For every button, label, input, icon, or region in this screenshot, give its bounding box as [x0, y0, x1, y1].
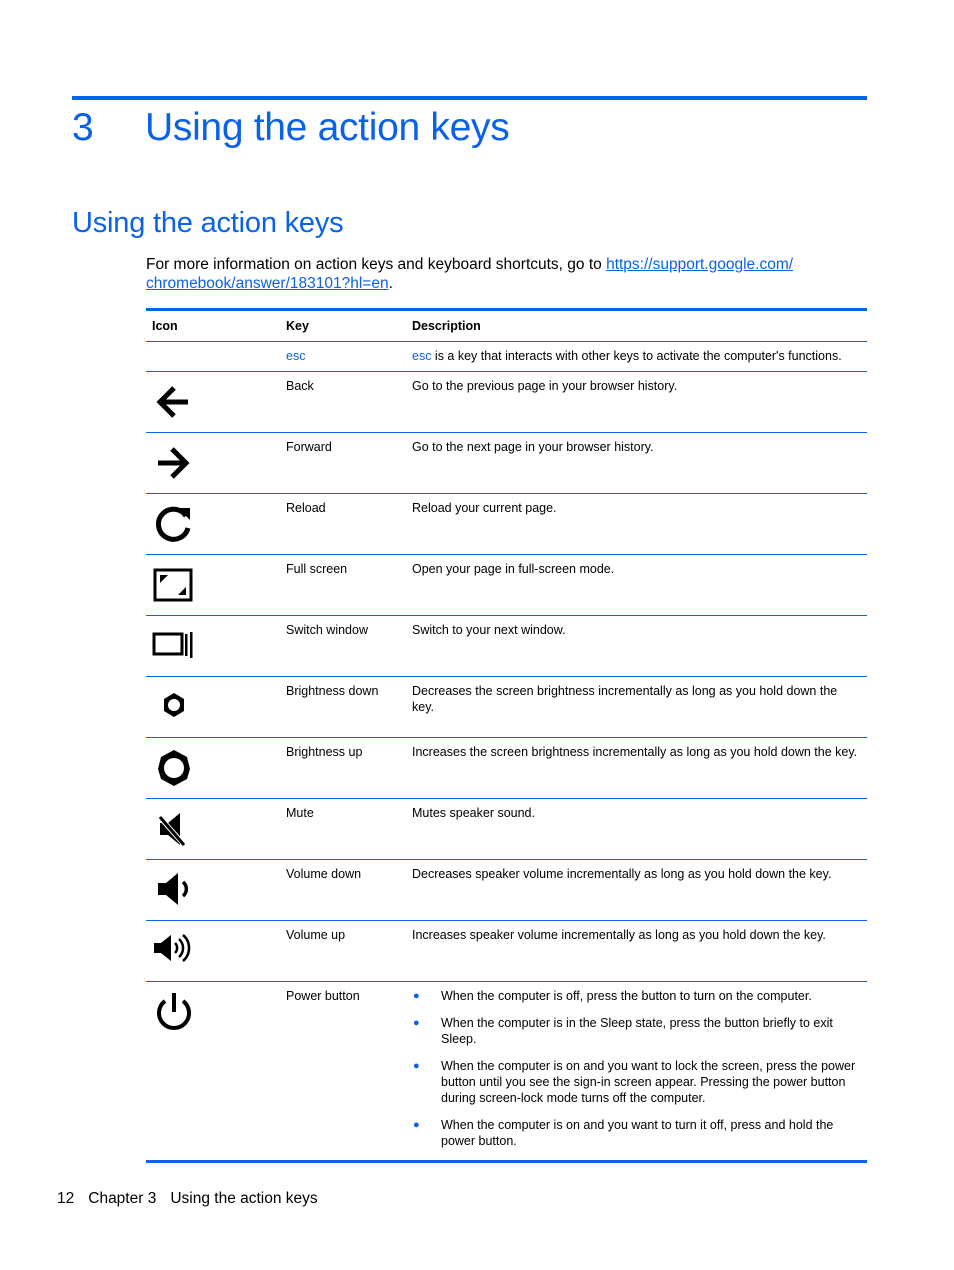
table-row	[146, 921, 867, 982]
brightness-down-icon	[152, 685, 196, 729]
key-description: Switch to your next window.	[412, 616, 867, 677]
switch-window-icon	[152, 624, 196, 668]
volume-down-icon	[152, 868, 196, 912]
table-row	[146, 555, 867, 616]
key-name: Power button	[286, 989, 360, 1003]
list-item: ● When the computer is off, press the button to turn on the computer.	[413, 989, 812, 1003]
chapter-number: 3	[72, 106, 94, 149]
header-icon: Icon	[146, 310, 286, 342]
brightness-up-icon	[152, 746, 196, 790]
power-bullet-list	[412, 988, 861, 1149]
volume-up-icon	[152, 929, 196, 973]
key-description: Reload your current page.	[412, 494, 867, 555]
key-description: Go to the next page in your browser history.	[412, 433, 867, 494]
footer-chapter-title: Using the action keys	[170, 1190, 318, 1207]
list-item: ● When the computer is in the Sleep state, press the button briefly to exit Sleep.	[413, 1016, 833, 1046]
mute-icon	[152, 807, 196, 851]
chapter-heading	[72, 106, 509, 150]
table-row	[146, 372, 867, 433]
table-row-esc	[146, 342, 867, 372]
forward-arrow-icon	[152, 441, 196, 485]
chapter-title: Using the action keys	[145, 106, 510, 149]
table-row	[146, 799, 867, 860]
key-description: Increases the screen brightness incrementally as long as you hold down the key.	[412, 738, 867, 799]
key-name: Full screen	[286, 555, 412, 616]
back-arrow-icon	[152, 380, 196, 424]
power-icon	[152, 990, 196, 1034]
section-title: Using the action keys	[72, 207, 344, 239]
key-description: Open your page in full-screen mode.	[412, 555, 867, 616]
table-row	[146, 860, 867, 921]
table-row	[146, 494, 867, 555]
table-row-power	[146, 982, 867, 1162]
page-footer	[57, 1190, 332, 1208]
support-link[interactable]: https://support.google.com/ chromebook/answer/183101?hl=en	[146, 256, 794, 292]
header-description: Description	[412, 310, 867, 342]
page-number: 12	[57, 1190, 75, 1207]
key-name: Forward	[286, 433, 412, 494]
table-row	[146, 616, 867, 677]
full-screen-icon	[152, 563, 196, 607]
key-name: Reload	[286, 494, 412, 555]
table-row	[146, 677, 867, 738]
key-name: Back	[286, 372, 412, 433]
key-name: Volume down	[286, 860, 412, 921]
key-name: esc	[286, 342, 412, 372]
table-row	[146, 433, 867, 494]
key-name: Brightness down	[286, 677, 412, 738]
key-description: Mutes speaker sound.	[412, 799, 867, 860]
chapter-rule	[72, 96, 867, 100]
action-keys-table	[146, 308, 867, 1163]
key-description: Decreases speaker volume incrementally as long as you hold down the key.	[412, 860, 867, 921]
key-name: Mute	[286, 799, 412, 860]
key-description	[412, 982, 867, 1162]
key-description: Increases speaker volume incrementally as long as you hold down the key.	[412, 921, 867, 982]
list-item: ● When the computer is on and you want to turn it off, press and hold the power button.	[413, 1118, 834, 1148]
intro-paragraph: For more information on action keys and keyboard shortcuts, go to https://support.google.com/ chromebook/answer/183101?hl=en.	[146, 256, 794, 292]
table-header-row	[146, 310, 867, 342]
key-name: Brightness up	[286, 738, 412, 799]
key-name: Volume up	[286, 921, 412, 982]
key-description: Go to the previous page in your browser history.	[412, 372, 867, 433]
footer-chapter-label: Chapter 3	[88, 1190, 157, 1207]
list-item: ● When the computer is on and you want to lock the screen, press the power button until you see the sign-in screen appear. Pressing the power button during screen-lock mode turns off the computer.	[413, 1059, 856, 1105]
key-description: Decreases the screen brightness incrementally as long as you hold down the key.	[412, 677, 867, 738]
table-row	[146, 738, 867, 799]
key-name: Switch window	[286, 616, 412, 677]
key-description: esc is a key that interacts with other keys to activate the computer's functions.	[412, 342, 867, 372]
intro-text: For more information on action keys and keyboard shortcuts, go to	[146, 256, 607, 273]
header-key: Key	[286, 310, 412, 342]
icon-cell	[146, 342, 286, 372]
reload-icon	[152, 502, 196, 546]
